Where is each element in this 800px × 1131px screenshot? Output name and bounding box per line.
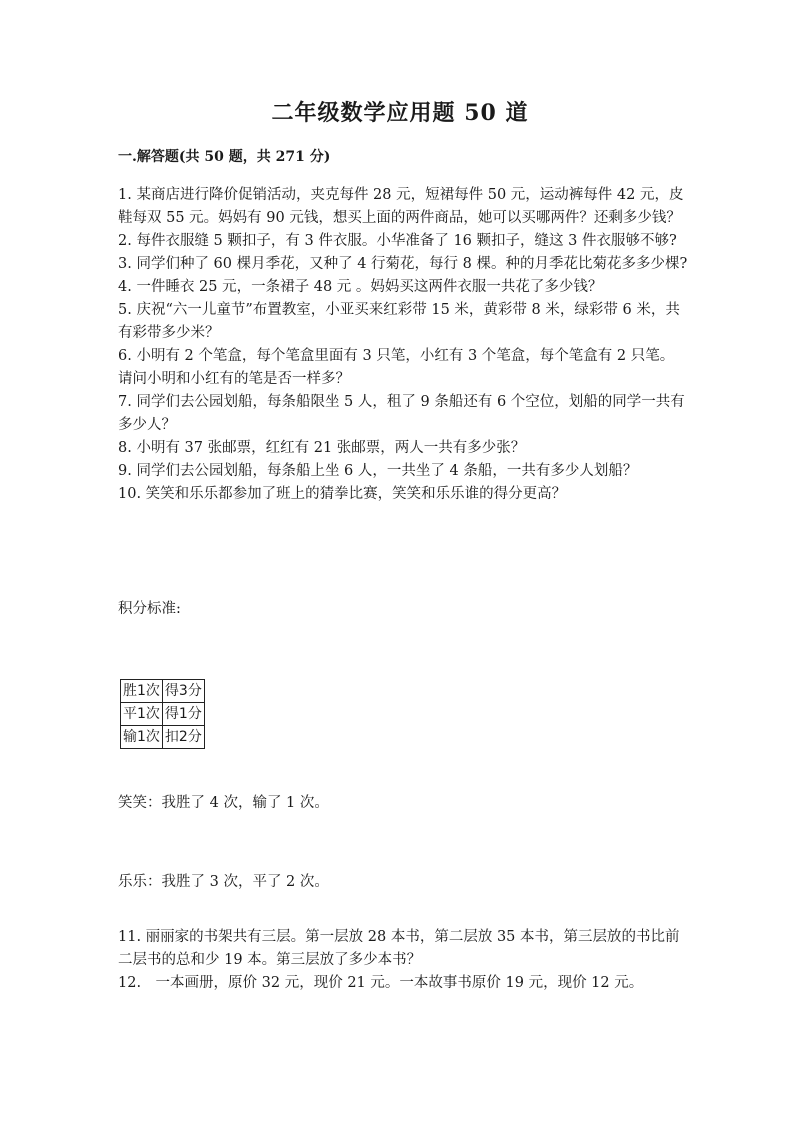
page-title: 二年级数学应用题 50 道: [271, 100, 529, 126]
question-7: 7. 同学们去公园划船，每条船限坐 5 人，租了 9 条船还有 6 个空位，划船的同学一共有多少人？: [118, 394, 685, 433]
lele-statement: 乐乐：我胜了 3 次，平了 2 次。: [118, 874, 329, 890]
table-row: [121, 703, 205, 726]
question-8: 8. 小明有 37 张邮票，红红有 21 张邮票，两人一共有多少张？: [118, 440, 526, 456]
table-cell: 得1分: [162, 703, 204, 726]
question-6: 6. 小明有 2 个笔盒，每个笔盒里面有 3 只笔，小红有 3 个笔盒，每个笔盒有 2 只笔。请问小明和小红有的笔是否一样多？: [118, 348, 675, 387]
question-3: 3. 同学们种了 60 棵月季花，又种了 4 行菊花，每行 8 棵。种的月季花比菊花多多少棵?: [118, 256, 688, 272]
question-2: 2. 每件衣服缝 5 颗扣子，有 3 件衣服。小华准备了 16 颗扣子，缝这 3 件衣服够不够?: [118, 233, 677, 249]
question-1: 1. 某商店进行降价促销活动，夹克每件 28 元，短裙每件 50 元，运动裤每件 42 元，皮鞋每双 55 元。妈妈有 90 元钱，想买上面的两件商品，她可以买哪两件？还剩多少钱？: [118, 187, 684, 226]
question-11: 11. 丽丽家的书架共有三层。第一层放 28 本书，第二层放 35 本书，第三层放的书比前二层书的总和少 19 本。第三层放了多少本书？: [118, 929, 680, 968]
question-list: [118, 184, 688, 506]
question-5: 5. 庆祝“六一儿童节”布置教室，小亚买来红彩带 15 米，黄彩带 8 米，绿彩带 6 米，共有彩带多少米？: [118, 302, 680, 341]
question-9: 9. 同学们去公园划船，每条船上坐 6 人，一共坐了 4 条船，一共有多少人划船？: [118, 463, 638, 479]
table-cell: 输1次: [121, 726, 163, 749]
question-12: 12. 一本画册，原价 32 元，现价 21 元。一本故事书原价 19 元，现价 12 元。: [118, 975, 644, 991]
section-heading: 一.解答题(共 50 题，共 271 分): [118, 149, 331, 165]
table-cell: 得3分: [162, 680, 204, 703]
table-row: [121, 726, 205, 749]
score-standard-label: 积分标准:: [118, 601, 181, 617]
question-list-continued: [118, 926, 688, 995]
table-cell: 平1次: [121, 703, 163, 726]
table-row: [121, 680, 205, 703]
table-cell: 扣2分: [162, 726, 204, 749]
question-4: 4. 一件睡衣 25 元，一条裙子 48 元 。妈妈买这两件衣服一共花了多少钱？: [118, 279, 603, 295]
xiaoxiao-statement: 笑笑：我胜了 4 次，输了 1 次。: [118, 795, 329, 811]
table-cell: 胜1次: [121, 680, 163, 703]
question-10: 10. 笑笑和乐乐都参加了班上的猜拳比赛，笑笑和乐乐谁的得分更高？: [118, 486, 567, 502]
score-table: [120, 679, 205, 749]
